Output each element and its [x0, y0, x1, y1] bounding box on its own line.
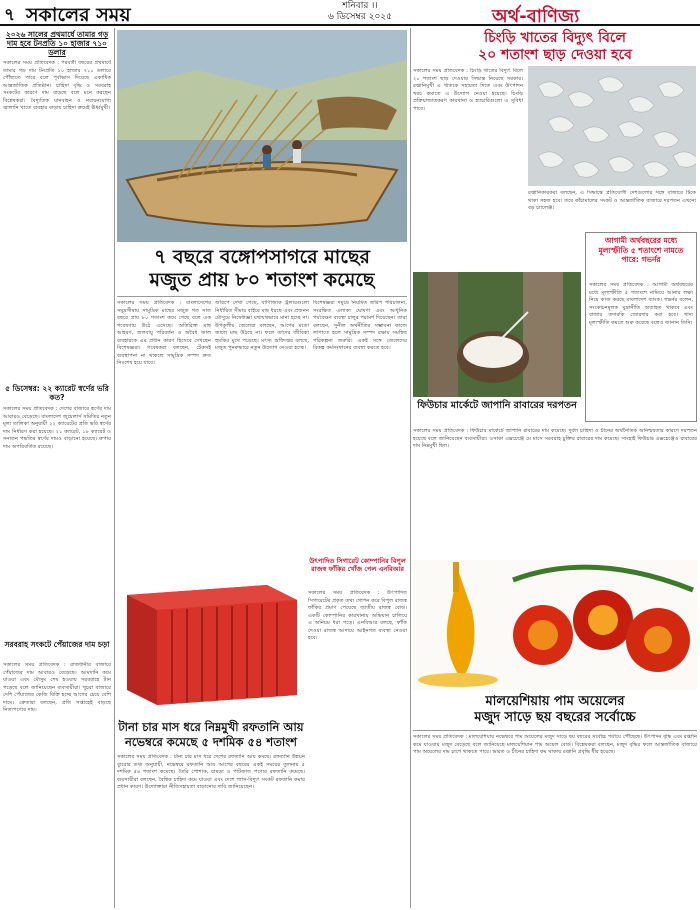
cigarette-headline: উৎপাদিত সিগারেট কোম্পানির বিপুল রাজস্ব ফাঁকির খোঁজ পেল এনবিআর — [309, 557, 406, 573]
shrimp-body: সকালের সময় প্রতিবেদক : চিংড়ি খাতের বিদ্যুৎ বিলে ২০ শতাংশ ছাড় দেওয়ার সিদ্ধান্ত নিয়েছে সরকার। রপ্তানিমুখী এ খাতকে সহায়তা দিতে এবং উৎপাদন খরচ কমাতে এ উদ্যোগ নেওয়া হয়েছে। চিংড়ি প্রক্রিয়াজাতকরণ কারখানা ও হ্যাচারিগুলো এ সুবিধা পাবে। — [413, 68, 523, 112]
palm-oil-photo — [413, 560, 697, 690]
exports-headline-line1: টানা চার মাস ধরে নিম্নমুখী রফতানি আয় — [118, 720, 304, 734]
palm-body: সকালের সময় প্রতিবেদক : মালয়েশিয়ায় নভেম্বরে পাম অয়েলের মজুদ সাড়ে ছয় বছরের সর্বোচ্চ পর্যায়ে পৌঁছেছে। উৎপাদন বৃদ্ধি এবং রপ্তানি কমে যাওয়ায় মজুদ বেড়েছে বলে জানিয়েছে মালয়েশিয়ান পাম অয়েল বোর্ড। বিশ্লেষকরা বলছেন, মজুদ বৃদ্ধির ফলে আন্তর্জাতিক বাজারে পাম অয়েলের দাম চাপে থাকতে পারে। ভারত ও চীনের চাহিদা কম থাকায় রপ্তানি প্রবৃদ্ধি ধীর হয়েছে। — [413, 734, 697, 755]
lead-headline-line2: মজুত প্রায় ৮০ শতাংশ কমেছে — [149, 269, 375, 291]
palm-headline-line1: মালয়েশিয়ায় পাম অয়েলের — [485, 694, 625, 709]
shrimp-photo — [528, 66, 696, 186]
cigarette-body: সকালের সময় প্রতিবেদক : উৎপাদিত সিগারেটের প্রকৃত তথ্য গোপন করে বিপুল রাজস্ব ফাঁকির প্রমাণ পেয়েছে জাতীয় রাজস্ব বোর্ড। একটি কোম্পানির কারখানায় অভিযান চালিয়ে এ অনিয়ম ধরা পড়ে। এনবিআর বলছে, ফাঁকি দেওয়া রাজস্ব আদায়ে আইনগত ব্যবস্থা নেওয়া হবে। — [308, 590, 407, 641]
rubber-tree-photo — [413, 272, 581, 397]
column-divider — [114, 28, 115, 908]
fishing-boat-photo — [117, 30, 407, 242]
lead-headline-line1: ৭ বছরে বঙ্গোপসাগরে মাছের — [154, 246, 370, 268]
governor-body: সকালের সময় প্রতিবেদক : আগামী অর্থবছরের মধ্যে মূল্যস্ফীতি ৫ শতাংশে নামিয়ে আনার লক্ষ্য নিয়ে কাজ করছে বাংলাদেশ ব্যাংক। গভর্নর বলেন, সংকোচনমূলক মুদ্রানীতি অব্যাহত থাকবে এবং বাজার তদারকি জোরদার করা হবে। খাদ্য মূল্যস্ফীতি কমতে শুরু করেছে বলেও জানান তিনি। — [589, 282, 693, 326]
rule — [117, 296, 407, 297]
onion-body: সকালের সময় প্রতিবেদক : রাজধানীর বাজারে পেঁয়াজের দাম আবারও বেড়েছে। আমদানি কমে যাওয়া এবং মৌসুম শেষ হওয়ায় সরবরাহে টান পড়েছে বলে জানিয়েছেন ব্যবসায়ীরা। খুচরা বাজারে দেশি পেঁয়াজের কেজি বিক্রি হচ্ছে আগের চেয়ে বেশি দামে। ক্রেতারা বলছেন, প্রতি সপ্তাহেই বাড়ছে নিত্যপণ্যের দাম। — [3, 662, 111, 713]
section-title: অর্থ-বাণিজ্য — [492, 6, 580, 27]
shrimp-headline-line1: চিংড়ি খাতের বিদ্যুৎ বিলে — [484, 30, 626, 46]
day-label: শনিবার ।। — [342, 1, 378, 11]
page-number: ৭ — [4, 5, 16, 25]
exports-body: সকালের সময় প্রতিবেদক : টানা চার মাস ধরে দেশের রফতানি আয় কমছে। রফতানি উন্নয়ন ব্যুরোর তথ্য অনুযায়ী, নভেম্বরে রফতানি আয় আগের বছরের একই সময়ের তুলনায় ৫ দশমিক ৫৪ শতাংশ কমেছে। তৈরি পোশাক, চামড়া ও পাটজাত পণ্যের রফতানি কমেছে। ব্যবসায়ীরা বলছেন, বৈশ্বিক চাহিদা কমে যাওয়া এবং দেশে গ্যাস-বিদ্যুৎ সংকট রফতানি কমার প্রধান কারণ। উদ্যোক্তারা নীতিসহায়তা বাড়ানোর দাবি জানিয়েছেন। — [117, 754, 305, 790]
exports-headline — [117, 720, 305, 750]
shrimp-headline-line2: ২০ শতাংশ ছাড় দেওয়া হবে — [478, 47, 632, 63]
date-block — [240, 1, 480, 23]
lead-body-col2: জরিপে দেখা গেছে, বাণিজ্যিক ট্রলারগুলো নির্ধারিত সীমার বাইরে মাছ ধরছে এবং প্রজনন মৌসুমে নিষেধাজ্ঞা যথাযথভাবে মানা হচ্ছে না। উপকূলীয় জেলেরা বলছেন, আগের মতো জালে মাছ উঠছে না। ফলে তাদের জীবিকা হুমকির মুখে পড়েছে। মৎস্য অধিদপ্তর বলছে, মজুত পুনরুদ্ধারে নতুন উদ্যোগ নেওয়া হচ্ছে। — [215, 300, 309, 351]
onion-headline: সরবরাহ সংকটে পেঁয়াজের দাম চড়া — [4, 640, 110, 649]
governor-headline: আগামী অর্থবছরের মধ্যে মূল্যস্ফীতি ৫ শতাংশে নামতে পারে: গভর্নর — [598, 236, 684, 264]
exports-headline-line2: নভেম্বরে কমেছে ৫ দশমিক ৫৪ শতাংশ — [125, 735, 297, 749]
shrimp-body-cont: রপ্তানিকারকরা বলছেন, এ সিদ্ধান্তে প্রতিযোগী দেশগুলোর সঙ্গে বাজারে টিকে থাকা সহজ হবে। তবে কাঁচামালের সংকট ও আন্তর্জাতিক বাজারে দরপতন এখনো বড় চ্যালেঞ্জ। — [528, 190, 696, 211]
rule — [413, 730, 697, 731]
copper-body: সকালের সময় প্রতিবেদক : পরবর্তী বছরের প্রথমার্ধে তামার গড় দাম টনপ্রতি ১০ হাজার ৭১০ ডলারে পৌঁছাতে পারে বলে পূর্বাভাস দিয়েছে একাধিক আন্তর্জাতিক প্রতিষ্ঠান। চাহিদা বৃদ্ধি ও সরবরাহ সংকটের কারণে দাম বাড়ছে বলে মনে করছেন বিশ্লেষকরা। বৈদ্যুতিক যানবাহন ও নবায়নযোগ্য জ্বালানি খাতে ব্যবহার বাড়ায় চাহিদা ক্রমেই ঊর্ধ্বমুখী। — [3, 60, 111, 111]
date-label: ৬ ডিসেম্বর ২০২৫ — [328, 12, 392, 22]
copper-headline: ২০২৬ সালের প্রথমার্ধে তামার গড় দাম হবে টনপ্রতি ১০ হাজার ৭১০ ডলার — [5, 30, 109, 57]
lead-body-col3: বিশেষজ্ঞরা সমুদ্রে নিয়মিত জরিপ পরিচালনা, সংরক্ষিত এলাকা ঘোষণা এবং আধুনিক পর্যবেক্ষণ ব্যবস্থা চালুর পরামর্শ দিয়েছেন। তারা বলছেন, সুনীল অর্থনীতির সম্ভাবনা কাজে লাগাতে হলে সামুদ্রিক সম্পদ রক্ষায় সমন্বিত পরিকল্পনা জরুরি। একই সঙ্গে জেলেদের বিকল্প কর্মসংস্থানের ব্যবস্থা করতে হবে। — [313, 300, 407, 351]
gold-body: সকালের সময় প্রতিবেদক : দেশের বাজারে স্বর্ণের দাম আবারও বেড়েছে। বাংলাদেশ জুয়েলার্স সমিতির নতুন মূল্য তালিকা অনুযায়ী ২২ ক্যারেটের প্রতি ভরি স্বর্ণের দাম নির্ধারণ করা হয়েছে। ২১ ক্যারেট, ১৮ ক্যারেট ও সনাতন পদ্ধতির স্বর্ণের দামও বাড়ানো হয়েছে। রুপার দাম অপরিবর্তিত রয়েছে। — [3, 406, 111, 450]
lead-body-col1: সকালের সময় প্রতিবেদক : বাংলাদেশের সমুদ্রসীমায় সামুদ্রিক মাছের মজুত গত সাত বছরে প্রায় ৮০ শতাংশ কমে গেছে বলে এক গবেষণায় উঠে এসেছে। অতিরিক্ত মাছ আহরণ, জলবায়ু পরিবর্তন ও অবৈধ জাল ব্যবহারকে এর প্রধান কারণ হিসেবে দেখছেন বিশেষজ্ঞরা। গবেষকরা বলছেন, টেকসই ব্যবস্থাপনা না থাকলে সামুদ্রিক সম্পদ দ্রুত নিঃশেষ হয়ে যাবে। — [117, 300, 211, 366]
masthead: সকালের সময় — [26, 4, 131, 26]
shrimp-headline — [413, 30, 697, 64]
palm-headline — [413, 694, 697, 726]
palm-headline-line2: মজুদ সাড়ে ছয় বছরের সর্বোচ্চে — [474, 710, 636, 725]
rubber-body: সকালের সময় প্রতিবেদক : ফিউচার মার্কেটে জাপানি রাবারের দাম কমেছে। দুর্বল চাহিদা ও চীনের অর্থনৈতিক অনিশ্চয়তার কারণে দরপতন হয়েছে বলে জানিয়েছেন ব্যবসায়ীরা। ওসাকা এক্সচেঞ্জে মে মাসে সরবরাহ চুক্তির রাবারের দাম কমেছে। সাংহাই ফিউচার এক্সচেঞ্জেও রাবারের দাম নিম্নমুখী ছিল। — [413, 428, 697, 449]
rubber-caption: ফিউচার মার্কেটে জাপানি রাবারের দরপতন — [417, 400, 577, 411]
lead-headline — [117, 246, 407, 292]
gold-headline: ৫ ডিসেম্বর: ২২ ক্যারেট স্বর্ণের ভরি কত? — [5, 384, 109, 402]
shipping-container-photo — [117, 555, 305, 715]
column-divider-right — [410, 28, 411, 908]
